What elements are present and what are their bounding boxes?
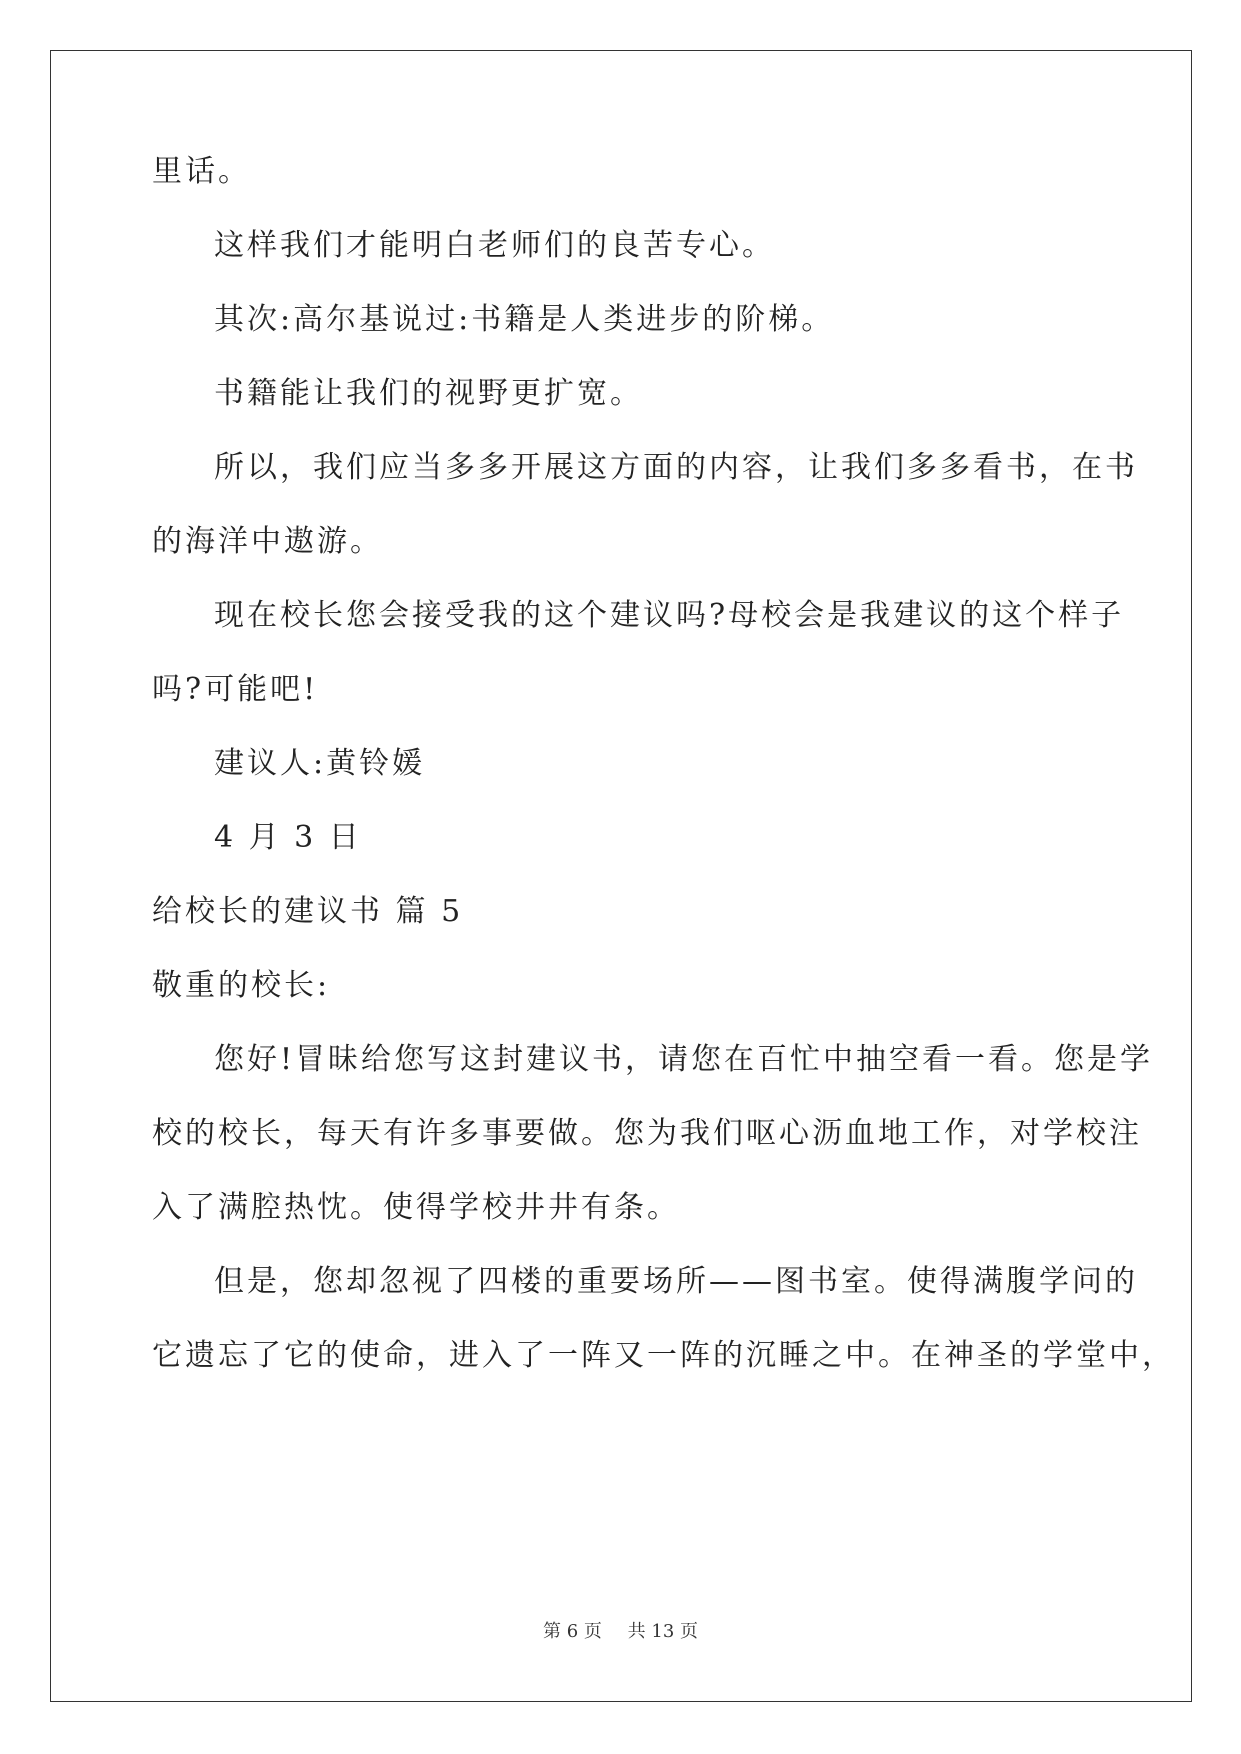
page-border (50, 50, 1192, 1702)
date-line: 4 月 3 日 (214, 820, 362, 855)
text-line: 但是，您却忽视了四楼的重要场所——图书室。使得满腹学问的 (214, 1264, 1138, 1299)
text-line: 现在校长您会接受我的这个建议吗?母校会是我建议的这个样子 (214, 598, 1125, 633)
total-pages-label: 共 13 页 (627, 1621, 698, 1642)
page-footer (0, 1620, 1241, 1644)
text-line: 它遗忘了它的使命，进入了一阵又一阵的沉睡之中。在神圣的学堂中， (152, 1338, 1175, 1373)
text-line: 的海洋中遨游。 (152, 524, 383, 559)
text-line: 吗?可能吧! (152, 672, 319, 707)
salutation: 敬重的校长: (152, 968, 331, 1003)
section-heading: 给校长的建议书 篇 5 (152, 894, 464, 929)
text-line: 入了满腔热忱。使得学校井井有条。 (152, 1190, 680, 1225)
text-line: 这样我们才能明白老师们的良苦专心。 (214, 228, 775, 263)
text-line: 其次:高尔基说过:书籍是人类进步的阶梯。 (214, 302, 835, 337)
text-line: 建议人:黄铃媛 (214, 746, 426, 781)
text-line: 校的校长，每天有许多事要做。您为我们呕心沥血地工作，对学校注 (152, 1116, 1142, 1151)
text-line: 所以，我们应当多多开展这方面的内容，让我们多多看书，在书 (214, 450, 1138, 485)
text-line: 您好!冒昧给您写这封建议书，请您在百忙中抽空看一看。您是学 (214, 1042, 1154, 1077)
current-page-label: 第 6 页 (543, 1621, 602, 1642)
text-line: 里话。 (152, 154, 251, 189)
text-line: 书籍能让我们的视野更扩宽。 (214, 376, 643, 411)
